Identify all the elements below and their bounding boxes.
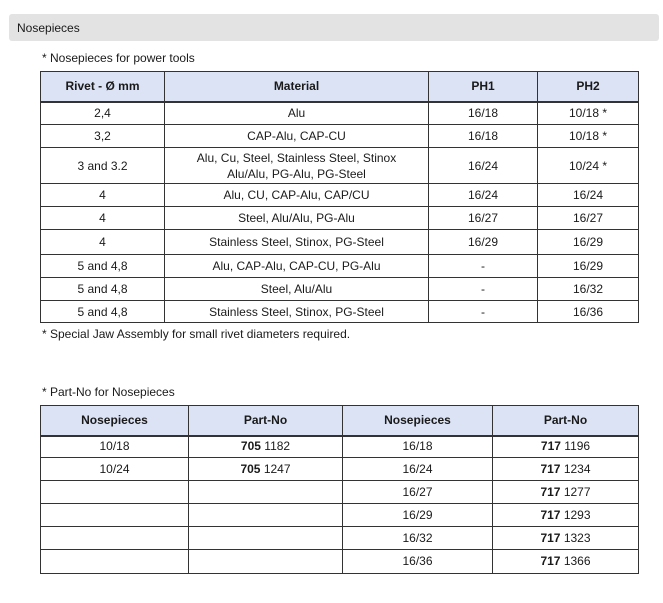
nosepiece-cell: 16/24 (343, 458, 493, 481)
rivet-cell: 4 (41, 184, 165, 207)
section-header (9, 14, 659, 41)
column-header: PH1 (429, 72, 538, 102)
ph2-cell: 10/18 * (538, 125, 639, 148)
nosepiece-cell: 10/18 (41, 436, 189, 458)
ph2-cell: 16/27 (538, 207, 639, 230)
nosepieces-table (40, 71, 639, 323)
part-no-cell (189, 527, 343, 550)
table-row (41, 102, 639, 125)
material-cell: Steel, Alu/Alu (165, 278, 429, 301)
table-header-row (41, 72, 639, 102)
part-no-cell (493, 458, 639, 481)
nosepiece-cell (41, 550, 189, 574)
table-row (41, 278, 639, 301)
table-row (41, 125, 639, 148)
material-cell: Alu, CU, CAP-Alu, CAP/CU (165, 184, 429, 207)
part-no-prefix: 717 (540, 461, 561, 476)
part-no-cell (189, 550, 343, 574)
part-no-suffix: 1323 (563, 530, 591, 545)
nosepiece-cell: 16/36 (343, 550, 493, 574)
ph1-cell: - (429, 255, 538, 278)
nosepiece-cell: 16/27 (343, 481, 493, 504)
table-row (41, 527, 639, 550)
section-title: Nosepieces (17, 21, 80, 35)
ph1-cell: 16/29 (429, 230, 538, 255)
part-no-cell (189, 436, 343, 458)
rivet-cell: 3 and 3.2 (41, 148, 165, 184)
table-row (41, 550, 639, 574)
column-header: Rivet - Ø mm (41, 72, 165, 102)
ph2-cell: 10/18 * (538, 102, 639, 125)
part-no-suffix: 1182 (264, 439, 291, 454)
part-no-cell (493, 504, 639, 527)
part-no-suffix: 1277 (563, 484, 591, 499)
material-cell: Alu, Cu, Steel, Stainless Steel, Stinox Alu/Alu, PG-Alu, PG-Steel (165, 148, 429, 184)
table-row (41, 458, 639, 481)
part-no-prefix: 705 (240, 439, 261, 454)
table-header-row (41, 406, 639, 436)
rivet-cell: 5 and 4,8 (41, 278, 165, 301)
ph1-cell: 16/18 (429, 125, 538, 148)
part-no-cell (493, 481, 639, 504)
table-row (41, 207, 639, 230)
material-cell: Alu, CAP-Alu, CAP-CU, PG-Alu (165, 255, 429, 278)
table-row (41, 436, 639, 458)
table-row (41, 184, 639, 207)
ph1-cell: 16/24 (429, 148, 538, 184)
part-no-prefix: 717 (540, 554, 561, 568)
ph2-cell: 16/36 (538, 301, 639, 323)
part-no-suffix: 1196 (564, 439, 591, 454)
ph2-cell: 16/32 (538, 278, 639, 301)
material-cell: Alu (165, 102, 429, 125)
nosepiece-cell: 10/24 (41, 458, 189, 481)
part-no-prefix: 717 (540, 484, 561, 499)
column-header: Nosepieces (343, 406, 493, 436)
ph2-cell: 16/29 (538, 255, 639, 278)
material-cell: Stainless Steel, Stinox, PG-Steel (165, 301, 429, 323)
part-number-table (40, 405, 639, 574)
table-row (41, 301, 639, 323)
nosepiece-cell: 16/18 (343, 436, 493, 458)
rivet-cell: 5 and 4,8 (41, 301, 165, 323)
ph1-cell: - (429, 301, 538, 323)
material-cell: CAP-Alu, CAP-CU (165, 125, 429, 148)
rivet-cell: 4 (41, 207, 165, 230)
part-no-suffix: 1234 (563, 461, 591, 476)
column-header: PH2 (538, 72, 639, 102)
nosepiece-cell (41, 527, 189, 550)
rivet-cell: 4 (41, 230, 165, 255)
rivet-cell: 3,2 (41, 125, 165, 148)
table1-footnote: * Special Jaw Assembly for small rivet diameters required. (42, 327, 351, 341)
column-header: Nosepieces (41, 406, 189, 436)
part-no-prefix: 717 (540, 530, 561, 545)
part-no-cell (493, 436, 639, 458)
ph1-cell: 16/18 (429, 102, 538, 125)
material-cell: Steel, Alu/Alu, PG-Alu (165, 207, 429, 230)
part-no-cell (493, 550, 639, 574)
ph1-cell: 16/27 (429, 207, 538, 230)
nosepiece-cell (41, 481, 189, 504)
material-cell: Stainless Steel, Stinox, PG-Steel (165, 230, 429, 255)
ph2-cell: 16/29 (538, 230, 639, 255)
column-header: Part-No (189, 406, 343, 436)
nosepiece-cell: 16/29 (343, 504, 493, 527)
part-no-cell (189, 481, 343, 504)
table2-caption: * Part-No for Nosepieces (42, 385, 175, 399)
table-row (41, 255, 639, 278)
ph1-cell: - (429, 278, 538, 301)
part-no-cell (189, 504, 343, 527)
part-no-prefix: 717 (540, 439, 561, 454)
nosepiece-cell (41, 504, 189, 527)
nosepiece-cell: 16/32 (343, 527, 493, 550)
part-no-prefix: 717 (540, 507, 561, 522)
table1-caption: * Nosepieces for power tools (42, 51, 195, 65)
part-no-suffix: 1293 (563, 507, 591, 522)
rivet-cell: 5 and 4,8 (41, 255, 165, 278)
ph2-cell: 10/24 * (538, 148, 639, 184)
table-row (41, 148, 639, 184)
part-no-suffix: 1366 (563, 554, 591, 568)
part-no-cell (189, 458, 343, 481)
ph2-cell: 16/24 (538, 184, 639, 207)
column-header: Material (165, 72, 429, 102)
part-no-suffix: 1247 (263, 461, 291, 476)
part-no-prefix: 705 (240, 461, 261, 476)
table-row (41, 504, 639, 527)
ph1-cell: 16/24 (429, 184, 538, 207)
part-no-cell (493, 527, 639, 550)
table-row (41, 481, 639, 504)
table-row (41, 230, 639, 255)
column-header: Part-No (493, 406, 639, 436)
rivet-cell: 2,4 (41, 102, 165, 125)
